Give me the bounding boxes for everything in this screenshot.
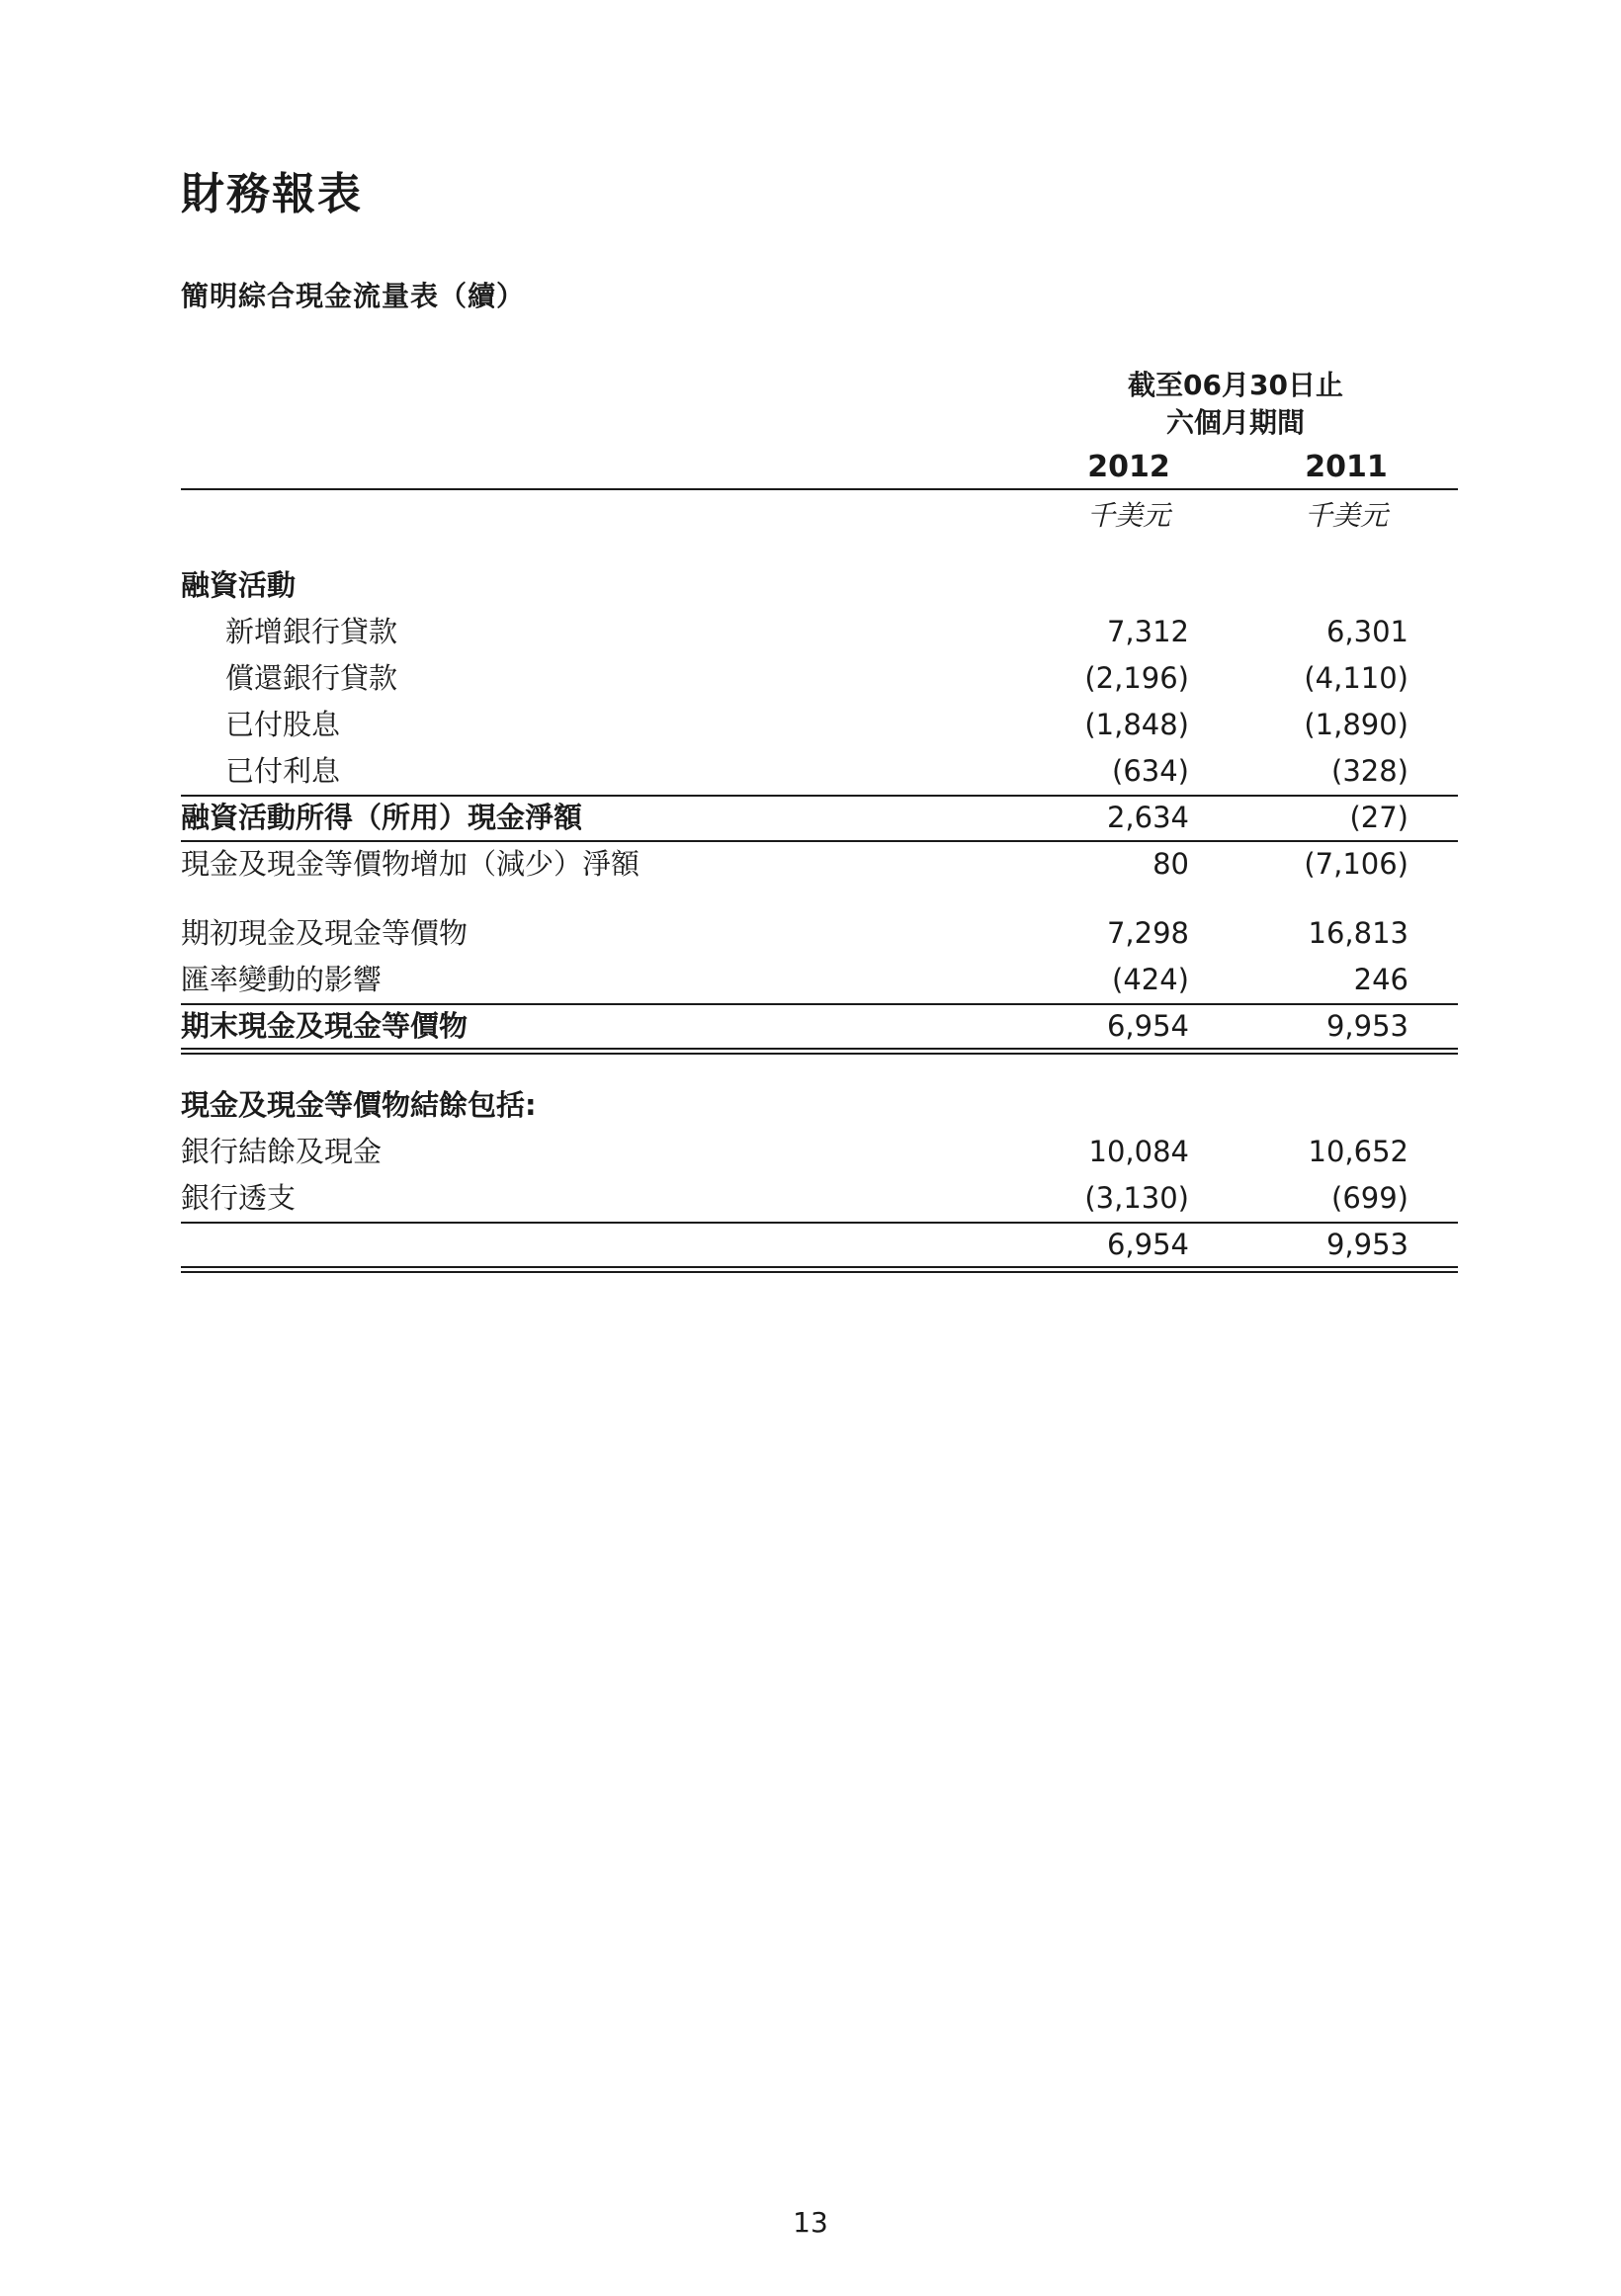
value-2012: 80	[1152, 847, 1189, 881]
table-row-overdraft	[181, 1178, 1458, 1218]
value-2012: 7,298	[1106, 916, 1189, 950]
value-2011: 10,652	[1308, 1135, 1408, 1168]
row-label: 融資活動所得（所用）現金淨額	[181, 801, 583, 834]
section-heading-balances	[181, 1085, 1458, 1125]
statement-subtitle: 簡明綜合現金流量表（續）	[181, 280, 526, 312]
value-2012: (424)	[1112, 963, 1189, 996]
value-2011: (4,110)	[1304, 661, 1408, 695]
value-2011: (1,890)	[1304, 708, 1408, 741]
value-2012: 7,312	[1106, 615, 1189, 648]
table-row-repay-loans	[181, 658, 1458, 698]
row-rule	[181, 840, 1458, 842]
subtotal-rule	[181, 1003, 1458, 1005]
column-year-2012: 2012	[1087, 450, 1170, 484]
period-header-line1: 截至06月30日止	[1128, 369, 1343, 401]
value-2011: 6,301	[1325, 615, 1408, 648]
value-2011: 9,953	[1325, 1009, 1408, 1043]
period-header-line2: 六個月期間	[1165, 406, 1305, 439]
column-unit-2012: 千美元	[1086, 499, 1170, 532]
value-2012: 2,634	[1106, 801, 1189, 834]
value-2011: 246	[1353, 963, 1408, 996]
value-2012: (2,196)	[1084, 661, 1189, 695]
row-label: 已付股息	[225, 708, 341, 741]
page-number: 13	[793, 2206, 828, 2239]
subtotal-rule	[181, 795, 1458, 797]
table-row-bank-cash	[181, 1132, 1458, 1171]
row-label: 銀行結餘及現金	[181, 1135, 383, 1168]
value-2012: 10,084	[1088, 1135, 1189, 1168]
row-label: 償還銀行貸款	[225, 661, 398, 695]
value-2012: (3,130)	[1084, 1181, 1189, 1215]
row-label: 新增銀行貸款	[225, 615, 398, 648]
table-row-opening-cash	[181, 913, 1458, 953]
column-year-2011: 2011	[1305, 450, 1388, 484]
section-heading-label: 融資活動	[181, 568, 297, 602]
row-label: 銀行透支	[181, 1181, 297, 1215]
row-label: 現金及現金等價物增加（減少）淨額	[181, 847, 640, 881]
value-2011: (699)	[1331, 1181, 1408, 1215]
column-unit-2011: 千美元	[1304, 499, 1388, 532]
total-double-rule	[181, 1048, 1458, 1055]
value-2011: 9,953	[1325, 1228, 1408, 1261]
header-rule	[181, 488, 1458, 490]
table-row-net-financing	[181, 798, 1458, 837]
row-label: 期末現金及現金等價物	[181, 1009, 469, 1043]
section-heading-financing	[181, 565, 1458, 605]
table-row-fx-effect	[181, 960, 1458, 999]
value-2011: 16,813	[1308, 916, 1408, 950]
table-row-net-change	[181, 844, 1458, 884]
page-title: 財務報表	[181, 169, 363, 219]
value-2011: (27)	[1349, 801, 1408, 834]
table-row-interest	[181, 751, 1458, 791]
row-label: 匯率變動的影響	[181, 963, 383, 996]
value-2011: (7,106)	[1304, 847, 1408, 881]
row-label: 期初現金及現金等價物	[181, 916, 469, 950]
table-row-closing-cash	[181, 1006, 1458, 1046]
value-2012: (634)	[1112, 754, 1189, 788]
value-2011: (328)	[1331, 754, 1408, 788]
total-double-rule	[181, 1266, 1458, 1273]
value-2012: 6,954	[1106, 1009, 1189, 1043]
table-row-new-loans	[181, 612, 1458, 651]
table-row-total	[181, 1225, 1458, 1264]
section-heading-label: 現金及現金等價物結餘包括:	[181, 1088, 537, 1122]
value-2012: 6,954	[1106, 1228, 1189, 1261]
value-2012: (1,848)	[1084, 708, 1189, 741]
table-row-dividends	[181, 705, 1458, 744]
row-label: 已付利息	[225, 754, 341, 788]
subtotal-rule	[181, 1222, 1458, 1224]
